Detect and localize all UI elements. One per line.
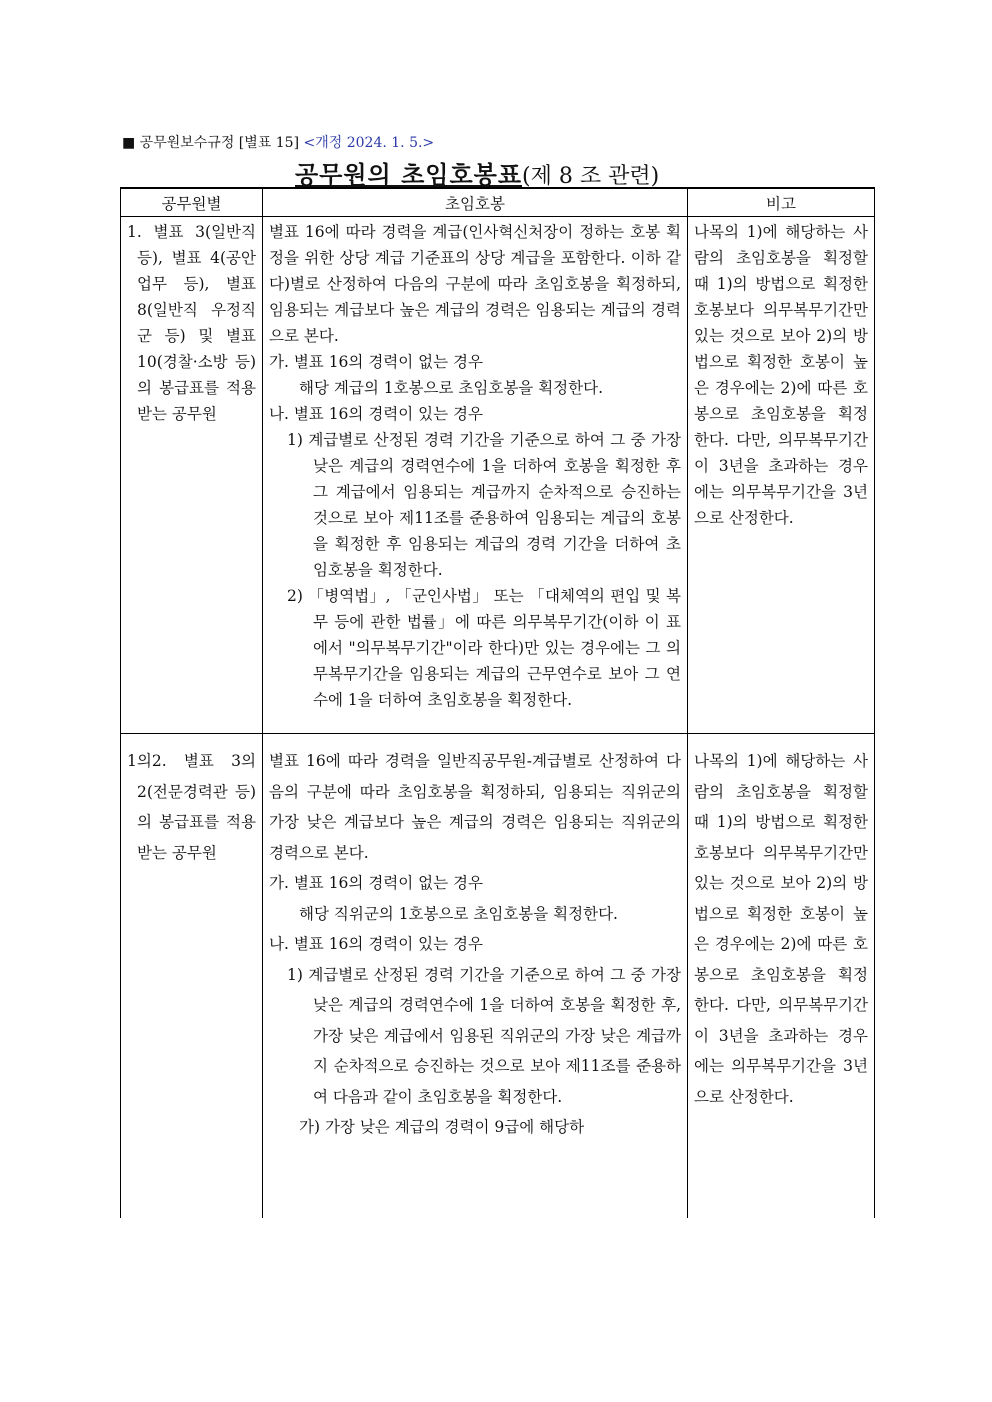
item-na-2: 2) 「병역법」, 「군인사법」 또는 「대체역의 편입 및 복무 등에 관한 법률」에 따른 의무복무기간(이하 이 표에서 "의무복무기간"이라 한다)만 있는 경우에는 그 의무복무기간을 임용되는 계급의 근무연수로 보아 그 연수에 1을 더하여 초임호봉을 획정한다.	[287, 587, 681, 709]
document-header	[122, 132, 434, 152]
table-row	[121, 217, 875, 734]
salary-step-table	[120, 187, 875, 1218]
note-cell	[688, 217, 875, 734]
table-row	[121, 734, 875, 1219]
category-cell	[121, 217, 263, 734]
intro-text: 별표 16에 따라 경력을 계급(인사혁신처장이 정하는 호봉 획정을 위한 상당 계급 기준표의 상당 계급을 포함한다. 이하 같다)별로 산정하여 다음의 구분에 따라 초임호봉을 획정하되, 임용되는 계급보다 높은 계급의 경력은 임용되는 계급의 경력으로 본다.	[269, 223, 681, 345]
note-text: 나목의 1)에 해당하는 사람의 초임호봉을 획정할 때 1)의 방법으로 획정한 호봉보다 의무복무기간만 있는 것으로 보아 2)의 방법으로 획정한 호봉이 높은 경우에는 2)에 따른 호봉으로 초임호봉을 획정한다. 다만, 의무복무기간이 3년을 초과하는 경우에는 의무복무기간을 3년으로 산정한다.	[694, 752, 868, 1106]
item-na-1-ga: 가) 가장 낮은 계급의 경력이 9급에 해당하	[299, 1118, 585, 1136]
item-na-title: 나. 별표 16의 경력이 있는 경우	[269, 935, 483, 953]
column-header: 초임호봉	[263, 188, 688, 217]
item-na-1: 1) 계급별로 산정된 경력 기간을 기준으로 하여 그 중 가장 낮은 계급의 경력연수에 1을 더하여 호봉을 획정한 후 그 계급에서 임용되는 계급까지 순차적으로 승진하는 것으로 보아 제11조를 준용하여 임용되는 계급의 호봉을 획정한 후 임용되는 계급의 경력 기간을 더하여 초임호봉을 획정한다.	[287, 431, 681, 579]
item-ga-title: 가. 별표 16의 경력이 없는 경우	[269, 874, 483, 892]
column-header: 비고	[688, 188, 875, 217]
title-main: 공무원의 초임호봉표	[295, 161, 523, 189]
item-ga-title: 가. 별표 16의 경력이 없는 경우	[269, 353, 483, 371]
category-text: 1의2. 별표 3의2(전문경력관 등)의 봉급표를 적용받는 공무원	[127, 752, 256, 862]
intro-text: 별표 16에 따라 경력을 일반직공무원-계급별로 산정하여 다음의 구분에 따라 초임호봉을 획정하되, 임용되는 직위군의 가장 낮은 계급보다 높은 계급의 경력은 임용되는 직위군의 경력으로 본다.	[269, 752, 681, 862]
initial-step-cell	[263, 734, 688, 1219]
column-header: 공무원별	[121, 188, 263, 217]
title-sub: (제 8 조 관련)	[522, 164, 660, 189]
category-text: 1. 별표 3(일반직 등), 별표 4(공안 업무 등), 별표 8(일반직 우정직군 등) 및 별표 10(경찰·소방 등)의 봉급표를 적용받는 공무원	[127, 223, 256, 423]
category-cell	[121, 734, 263, 1219]
note-text: 나목의 1)에 해당하는 사람의 초임호봉을 획정할 때 1)의 방법으로 획정한 호봉보다 의무복무기간만 있는 것으로 보아 2)의 방법으로 획정한 호봉이 높은 경우에는 2)에 따른 호봉으로 초임호봉을 획정한다. 다만, 의무복무기간이 3년을 초과하는 경우에는 의무복무기간을 3년으로 산정한다.	[694, 223, 868, 527]
item-ga-body: 해당 직위군의 1호봉으로 초임호봉을 획정한다.	[299, 904, 618, 923]
item-na-1: 1) 계급별로 산정된 경력 기간을 기준으로 하여 그 중 가장 낮은 계급의 경력연수에 1을 더하여 호봉을 획정한 후, 가장 낮은 계급에서 임용된 직위군의 가장 낮은 계급까지 순차적으로 승진하는 것으로 보아 제11조를 준용하여 다음과 같이 초임호봉을 획정한다.	[287, 965, 681, 1106]
revision-date: <개정 2024. 1. 5.>	[303, 135, 435, 151]
page-title	[295, 155, 659, 190]
item-ga-body: 해당 계급의 1호봉으로 초임호봉을 획정한다.	[299, 379, 604, 397]
note-cell	[688, 734, 875, 1219]
table-header-row	[121, 188, 875, 217]
initial-step-cell	[263, 217, 688, 734]
header-label: ■ 공무원보수규정 [별표 15]	[122, 135, 300, 151]
item-na-title: 나. 별표 16의 경력이 있는 경우	[269, 405, 483, 423]
